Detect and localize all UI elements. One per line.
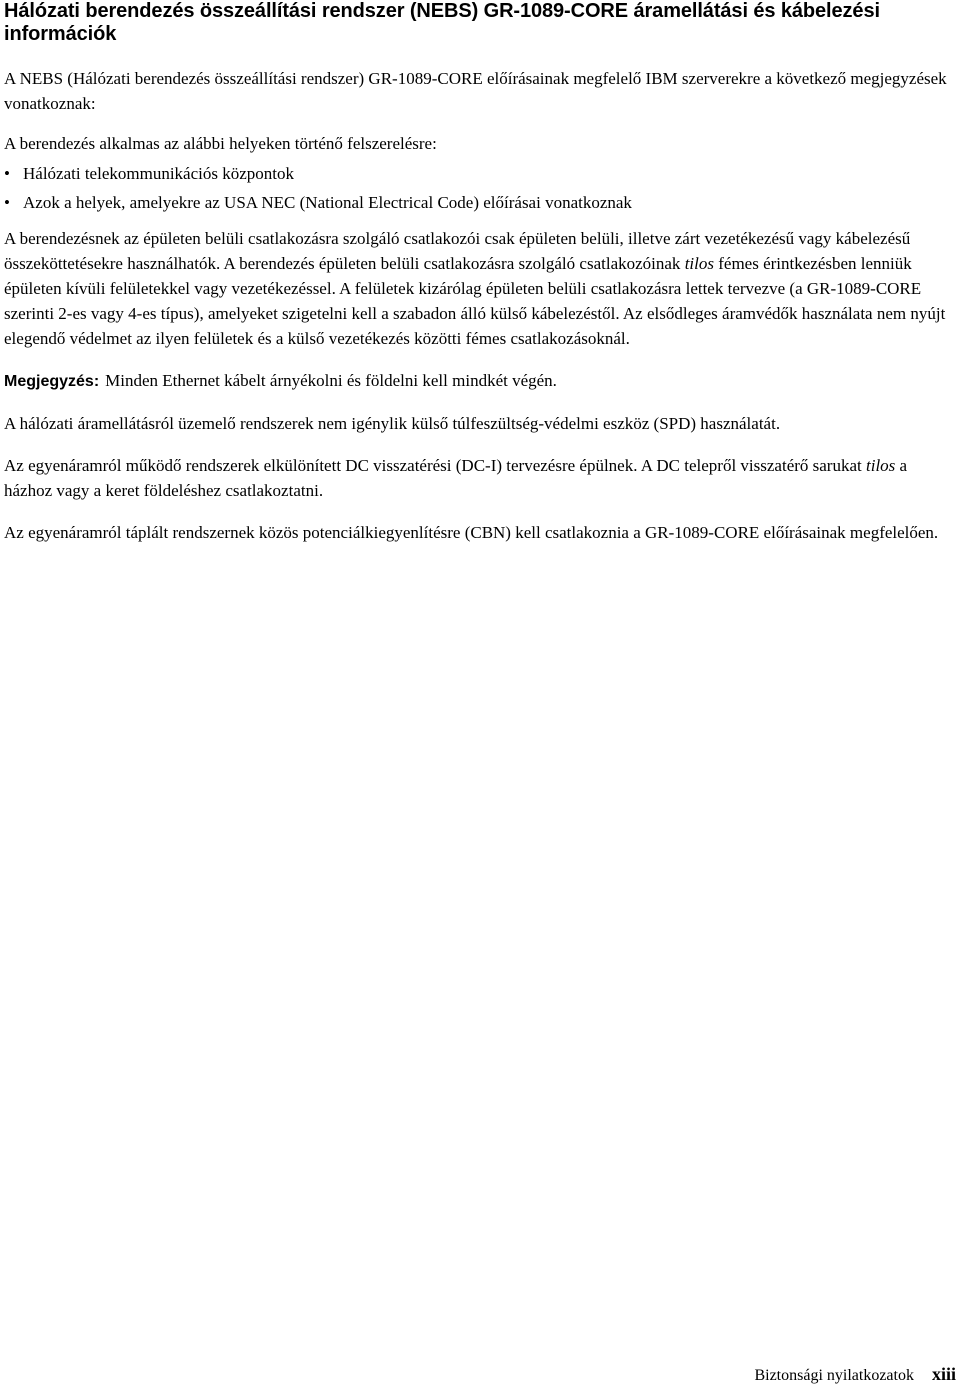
intro-paragraph: A NEBS (Hálózati berendezés összeállítási rendszer) GR-1089-CORE előírásainak megfelelő IBM szerverekre a következő megjegyzések vonatkoznak: — [4, 69, 947, 113]
list-item-text: Hálózati telekommunikációs központok — [23, 164, 294, 183]
emphasis-text: tilos — [866, 456, 896, 475]
emphasis-text: tilos — [684, 254, 714, 273]
list-item — [4, 161, 956, 186]
installation-lead-paragraph: A berendezés alkalmas az alábbi helyeken történő felszerelésre: — [4, 134, 437, 153]
note-label: Megjegyzés: — [4, 373, 100, 390]
note-text: Minden Ethernet kábelt árnyékolni és földelni kell mindkét végén. — [105, 371, 557, 390]
bullet-icon: • — [4, 164, 10, 183]
spd-paragraph: A hálózati áramellátásról üzemelő rendszerek nem igénylik külső túlfeszültség-védelmi eszköz (SPD) használatát. — [4, 414, 781, 433]
installation-locations-list — [4, 161, 956, 215]
page-number: xiii — [931, 1364, 956, 1384]
list-item — [4, 190, 956, 215]
bullet-icon: • — [4, 193, 10, 212]
paragraph-text: A berendezésnek az épületen belüli csatlakozásra szolgáló csatlakozói csak épületen belüli, illetve zárt vezetékezésű vagy kábelezésű összeköttetésekre használhatók. A berendezés épületen belüli csatlakozásra szolgáló csatlakozóinak — [4, 229, 911, 273]
page-footer — [754, 1364, 956, 1385]
footer-section-title: Biztonsági nyilatkozatok — [754, 1367, 914, 1384]
paragraph-text: Az egyenáramról működő rendszerek elkülönített DC visszatérési (DC-I) tervezésre épülnek. A DC telepről visszatérő sarukat — [4, 456, 866, 475]
paragraph-text: fémes érintkezésben lenniük épületen kívüli felületekkel vagy vezetékezéssel. A felületek kizárólag épületen belüli csatlakozásra lettek tervezve (a GR-1089-CORE szerinti 2-es vagy 4-es típus), amelyeket szigetelni kell a szabadon álló külső kábelezéstől. Az elsődleges áramvédők használata nem nyújt elegendő védelmet az ilyen felületek és a külső vezetékezés közötti fémes csatlakozásoknál. — [4, 254, 946, 348]
intrabuilding-ports-paragraph — [4, 226, 956, 351]
dc-return-paragraph — [4, 453, 956, 503]
cbn-paragraph: Az egyenáramról táplált rendszernek közös potenciálkiegyenlítésre (CBN) kell csatlakoznia a GR-1089-CORE előírásainak megfelelően. — [4, 523, 939, 542]
page-title: Hálózati berendezés összeállítási rendszer (NEBS) GR-1089-CORE áramellátási és kábelezési információk — [4, 0, 880, 45]
note-paragraph — [4, 368, 956, 394]
paragraph-text: a házhoz vagy a keret földeléshez csatlakoztatni. — [4, 456, 908, 500]
document-page — [4, 0, 956, 545]
list-item-text: Azok a helyek, amelyekre az USA NEC (National Electrical Code) előírásai vonatkoznak — [23, 193, 632, 212]
